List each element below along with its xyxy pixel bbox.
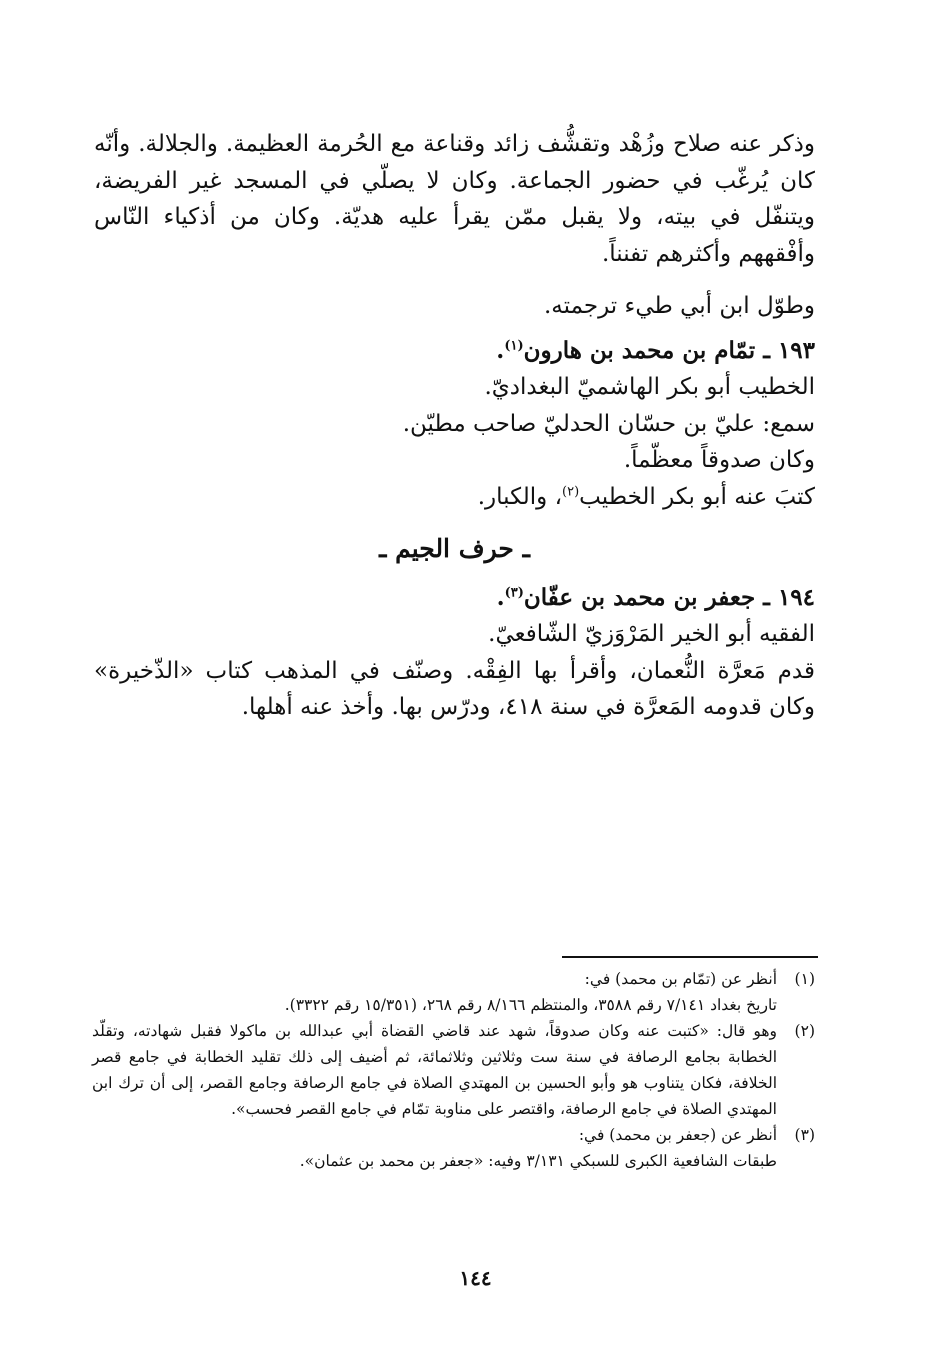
entry-193-line: وكان صدوقاً معظّماً. bbox=[623, 447, 815, 473]
footnote-3 bbox=[92, 1122, 815, 1174]
footnote-number: (١) bbox=[794, 970, 815, 988]
section-heading: ـ حرف الجيم ـ bbox=[379, 534, 530, 563]
entry-193-heading bbox=[94, 333, 815, 370]
entry-194-title: ١٩٤ ـ جعفر بن محمد بن عفّان bbox=[523, 583, 815, 611]
footnote-1 bbox=[92, 966, 815, 1018]
biography-paragraph: وذكر عنه صلاح وزُهْد وتقشُّف زائد وقناعة مع الحُرمة العظيمة. والجلالة. وأنّه كان يُرغّب في حضور الجماعة. وكان لا يصلّي في المسجد غير الفريضة، ويتنفّل في بيته، ولا يقبل ممّن يقرأ عليه هديّة. وكان من أذكياء النّاس وأفْقههم وأكثرهم تفنناً. bbox=[94, 131, 815, 267]
entry-194-period: . bbox=[496, 583, 505, 611]
footnote-line: أنظر عن (تمّام بن محمد) في: bbox=[584, 970, 777, 988]
entry-193-line-text: ، والكبار. bbox=[477, 483, 563, 510]
entry-194-heading bbox=[94, 580, 815, 617]
page-number: ١٤٤ bbox=[459, 1266, 492, 1290]
footnote-number: (٣) bbox=[794, 1126, 815, 1144]
entry-194-line: قدم مَعرَّة النُّعمان، وأقرأ بها الفِقْه. وصنّف في المذهب كتاب «الذّخيرة» وكان قدومه المَعرَّة في سنة ٤١٨، ودرّس بها. وأخذ عنه أهلها. bbox=[94, 657, 815, 720]
entry-193-line-text: كتبَ عنه أبو بكر الخطيب bbox=[579, 483, 815, 510]
note-paragraph: وطوّل ابن أبي طيء ترجمته. bbox=[544, 293, 815, 319]
footnote-line: وهو قال: «كتبت عنه وكان صدوقاً، شهد عند قاضي القضاة أبي عبدالله بن ماكولا فقبل شهادته، وتقلّد الخطابة بجامع الرصافة في سنة ست وثلاثين وثلاثمائة، ثم أضيف إلى ذلك تقليد الخطابة في جامع قصر الخلافة، فكان يتناوب هو وأبو الحسين بن المهتدي الصلاة في جامع الرصافة وجامع القصر، إلى أن ترك ابن المهتدي الصلاة في جامع الرصافة، واقتصر على مناوبة تمّام في جامع القصر فحسب». bbox=[92, 1022, 777, 1118]
footnote-separator bbox=[562, 956, 818, 958]
footnotes bbox=[92, 966, 815, 1174]
entry-193-line: سمع: عليّ بن حسّان الحدليّ صاحب مطيّن. bbox=[402, 410, 815, 437]
entry-193-period: . bbox=[496, 336, 505, 364]
footnote-ref-1[interactable]: (١) bbox=[504, 337, 524, 353]
footnote-2 bbox=[92, 1018, 815, 1122]
footnote-line: طبقات الشافعية الكبرى للسبكي ٣/١٣١ وفيه: «جعفر بن محمد بن عثمان». bbox=[299, 1152, 777, 1170]
footnote-ref-2[interactable]: (٢) bbox=[562, 483, 580, 499]
main-text bbox=[94, 126, 815, 726]
entry-194-line: الفقيه أبو الخير المَرْوَزيّ الشّافعيّ. bbox=[488, 621, 815, 647]
footnote-ref-3[interactable]: (٣) bbox=[504, 584, 524, 600]
entry-193-line bbox=[94, 479, 815, 516]
footnote-line: أنظر عن (جعفر بن محمد) في: bbox=[578, 1126, 777, 1144]
entry-193-title: ١٩٣ ـ تمّام بن محمد بن هارون bbox=[523, 336, 815, 364]
footnote-number: (٢) bbox=[794, 1022, 815, 1040]
entry-193-line: الخطيب أبو بكر الهاشميّ البغداديّ. bbox=[484, 374, 815, 400]
footnote-line: تاريخ بغداد ٧/١٤١ رقم ٣٥٨٨، والمنتظم ٨/١٦٦ رقم ٢٦٨، (١٥/٣٥١ رقم ٣٣٢٢). bbox=[284, 996, 777, 1014]
